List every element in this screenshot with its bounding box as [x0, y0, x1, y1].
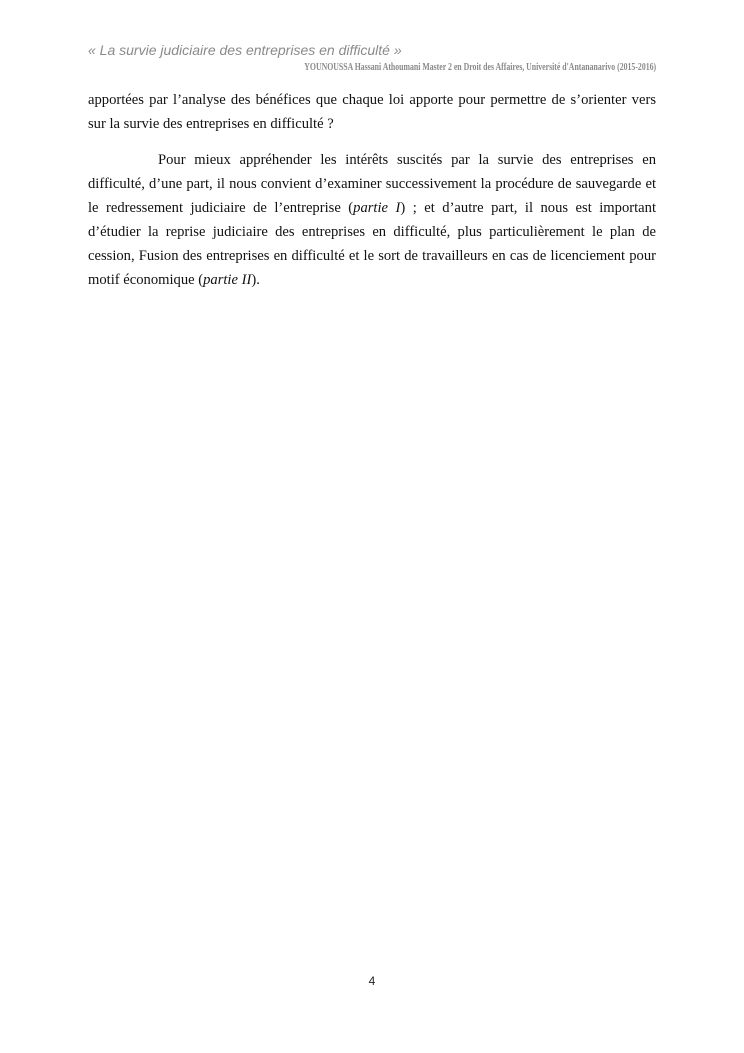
part-one-reference: partie I: [353, 200, 401, 216]
paragraph-plan-text-2: ) ; et d’autre part, il nous est important d’étudier la reprise judiciaire des entreprises en difficulté, plus particulièrement le plan de cession, Fusion des entreprises en difficulté et le sort de travailleurs en cas de licenciement pour motif économique (: [88, 200, 656, 288]
paragraph-plan-text-1: Pour mieux appréhender les intérêts suscités par la survie des entreprises en difficulté, d’une part, il nous convient d’examiner successivement la procédure de sauvegarde et le redressement judiciaire de l’entreprise (: [88, 152, 656, 216]
part-two-reference: partie II: [203, 272, 252, 288]
page-number: 4: [368, 974, 376, 988]
body-text: [88, 88, 656, 292]
running-header-title: « La survie judiciaire des entreprises en difficulté »: [88, 42, 402, 58]
paragraph-continuation: apportées par l’analyse des bénéfices que chaque loi apporte pour permettre de s’orienter vers sur la survie des entreprises en difficulté ?: [88, 92, 656, 132]
paragraph-plan-text-3: ).: [251, 272, 260, 288]
running-header-author: YOUNOUSSA Hassani Athoumani Master 2 en Droit des Affaires, Université d'Antananarivo (2015-2016): [304, 62, 656, 73]
paragraph-plan: [88, 148, 656, 292]
